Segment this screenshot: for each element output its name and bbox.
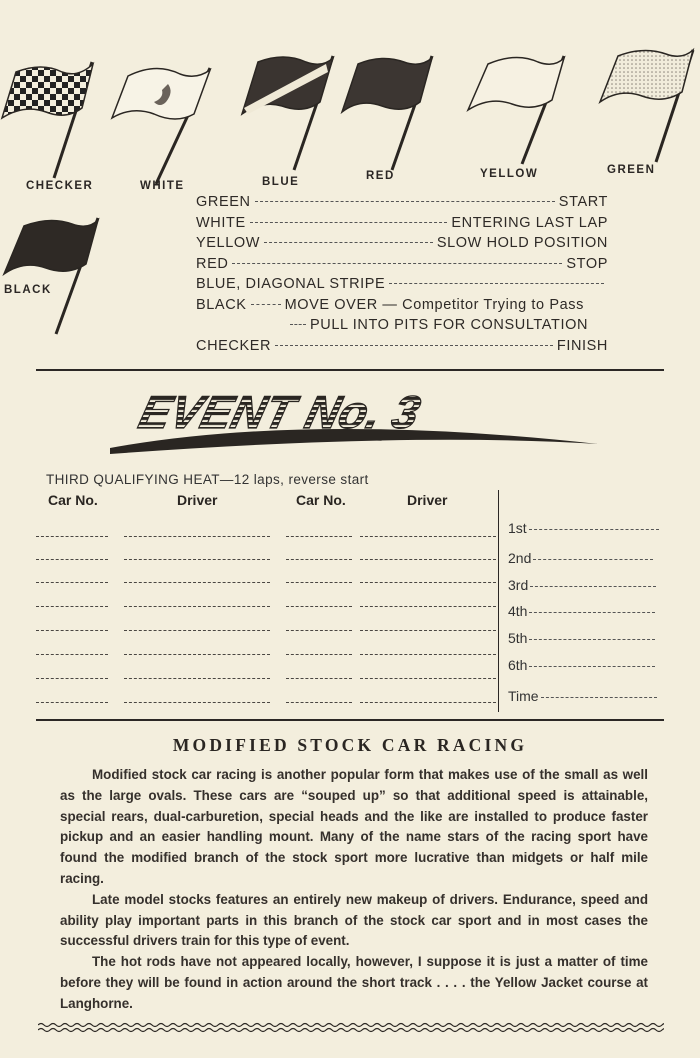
blank-entry-line[interactable] [286, 582, 352, 583]
blank-entry-line[interactable] [36, 702, 108, 703]
signal-color: GREEN [196, 194, 251, 210]
blank-entry-line[interactable] [36, 536, 108, 537]
place-4th [508, 603, 655, 619]
place-label: 4th [508, 603, 528, 619]
blank-entry-line[interactable] [360, 654, 496, 655]
blue-flag-label: BLUE [262, 176, 300, 188]
event-title [108, 382, 608, 462]
blank-entry-line[interactable] [36, 630, 108, 631]
signal-meaning: PULL INTO PITS FOR CONSULTATION [310, 317, 589, 333]
blank-entry-line[interactable] [360, 630, 496, 631]
signal-meaning: SLOW HOLD POSITION [436, 235, 608, 251]
blank-entry-line[interactable] [124, 559, 270, 560]
blue-flag-icon [238, 52, 338, 172]
signal-row-checker [196, 338, 608, 359]
signal-meaning: ENTERING LAST LAP [451, 214, 608, 231]
signal-meaning: START [558, 194, 608, 210]
blank-entry-line[interactable] [124, 702, 270, 703]
event-title-text: EVENT No. 3 [134, 386, 426, 438]
blank-entry-line[interactable] [36, 606, 108, 607]
yellow-flag-label: YELLOW [480, 168, 539, 180]
col-driver-2: Driver [407, 492, 448, 508]
checker-flag-label: CHECKER [26, 180, 94, 192]
blank-entry-line[interactable] [36, 559, 108, 560]
place-label: 1st [508, 520, 527, 536]
blank-entry-line[interactable] [124, 536, 270, 537]
black-flag-label: BLACK [4, 284, 52, 296]
place-label: 5th [508, 630, 528, 646]
divider-middle [36, 719, 664, 721]
signal-row-white [196, 215, 608, 236]
blank-entry-line[interactable] [360, 536, 496, 537]
flag-signal-legend [196, 194, 608, 358]
signal-color: RED [196, 255, 229, 272]
green-flag-label: GREEN [607, 164, 656, 176]
blank-entry-line[interactable] [360, 702, 496, 703]
place-time [508, 688, 657, 704]
green-flag-icon [598, 46, 698, 164]
place-label: 6th [508, 657, 528, 673]
article-paragraph: Late model stocks features an entirely new makeup of drivers. Endurance, speed and ability play important parts in this branch of the stock car sport and in most cases the successful drivers train for this type of event. [60, 891, 648, 949]
signal-meaning: FINISH [556, 337, 608, 354]
blank-entry-line[interactable] [286, 702, 352, 703]
heat-title: THIRD QUALIFYING HEAT—12 laps, reverse start [46, 472, 369, 487]
blank-entry-line[interactable] [124, 654, 270, 655]
signal-row-yellow [196, 235, 608, 256]
blank-entry-line[interactable] [36, 654, 108, 655]
article-paragraph: Modified stock car racing is another popular form that makes use of the small as well as the large ovals. These cars are “souped up” so that additional speed is attainable, special rears, dual-carburetion, special heads and the like are installed to produce faster pickup and an easier handling mount. Many of the name stars of the racing sport have found the modified branch of the stock sport more lucrative than midgets or half mile racing. [60, 767, 648, 886]
place-3rd [508, 577, 656, 593]
blank-entry-line[interactable] [124, 630, 270, 631]
blank-entry-line[interactable] [124, 582, 270, 583]
signal-color: CHECKER [196, 337, 272, 354]
blank-entry-line[interactable] [360, 606, 496, 607]
blank-entry-line[interactable] [286, 630, 352, 631]
signal-color: BLUE, DIAGONAL STRIPE [196, 276, 386, 292]
signal-color: YELLOW [196, 235, 261, 251]
blank-entry-line[interactable] [286, 536, 352, 537]
blank-entry-line[interactable] [360, 582, 496, 583]
blank-entry-line[interactable] [124, 678, 270, 679]
blank-entry-line[interactable] [286, 559, 352, 560]
place-6th [508, 657, 655, 673]
blank-entry-line[interactable] [286, 654, 352, 655]
red-flag-icon [340, 52, 438, 172]
divider-top [36, 369, 664, 371]
signal-row-blue [196, 276, 608, 297]
blank-entry-line[interactable] [286, 678, 352, 679]
place-label: Time [508, 688, 539, 704]
blank-entry-line[interactable] [36, 678, 108, 679]
signal-color: BLACK [196, 296, 247, 313]
place-5th [508, 630, 655, 646]
article-title: MODIFIED STOCK CAR RACING [172, 735, 528, 755]
blank-entry-line[interactable] [286, 606, 352, 607]
article-body [60, 765, 648, 1015]
blank-entry-line[interactable] [36, 582, 108, 583]
white-flag-icon [110, 62, 215, 184]
checker-flag-icon [2, 58, 98, 180]
signal-row-black [196, 297, 608, 318]
wavy-divider [38, 1020, 664, 1041]
signal-row-green [196, 194, 608, 215]
red-flag-label: RED [366, 170, 395, 182]
signal-meaning: STOP [566, 255, 608, 272]
white-flag-label: WHITE [140, 180, 185, 192]
place-2nd [508, 550, 653, 566]
signal-row-black-2 [196, 317, 608, 338]
black-flag-icon [4, 214, 102, 336]
article-paragraph: The hot rods have not appeared locally, however, I suppose it is just a matter of time before they will be found in action around the short track . . . . the Yellow Jacket course at Langhorne. [60, 954, 648, 1011]
results-divider [498, 490, 499, 712]
signal-row-red [196, 256, 608, 277]
blank-entry-line[interactable] [360, 559, 496, 560]
signal-color: WHITE [196, 214, 246, 231]
col-driver-1: Driver [177, 492, 218, 508]
place-label: 3rd [508, 577, 529, 593]
blank-entry-line[interactable] [124, 606, 270, 607]
blank-entry-line[interactable] [360, 678, 496, 679]
signal-meaning: MOVE OVER — Competitor Trying to Pass [284, 296, 584, 313]
place-label: 2nd [508, 550, 532, 566]
place-1st [508, 520, 659, 536]
yellow-flag-icon [466, 52, 570, 166]
col-car-no-1: Car No. [48, 492, 98, 508]
col-car-no-2: Car No. [296, 492, 346, 508]
